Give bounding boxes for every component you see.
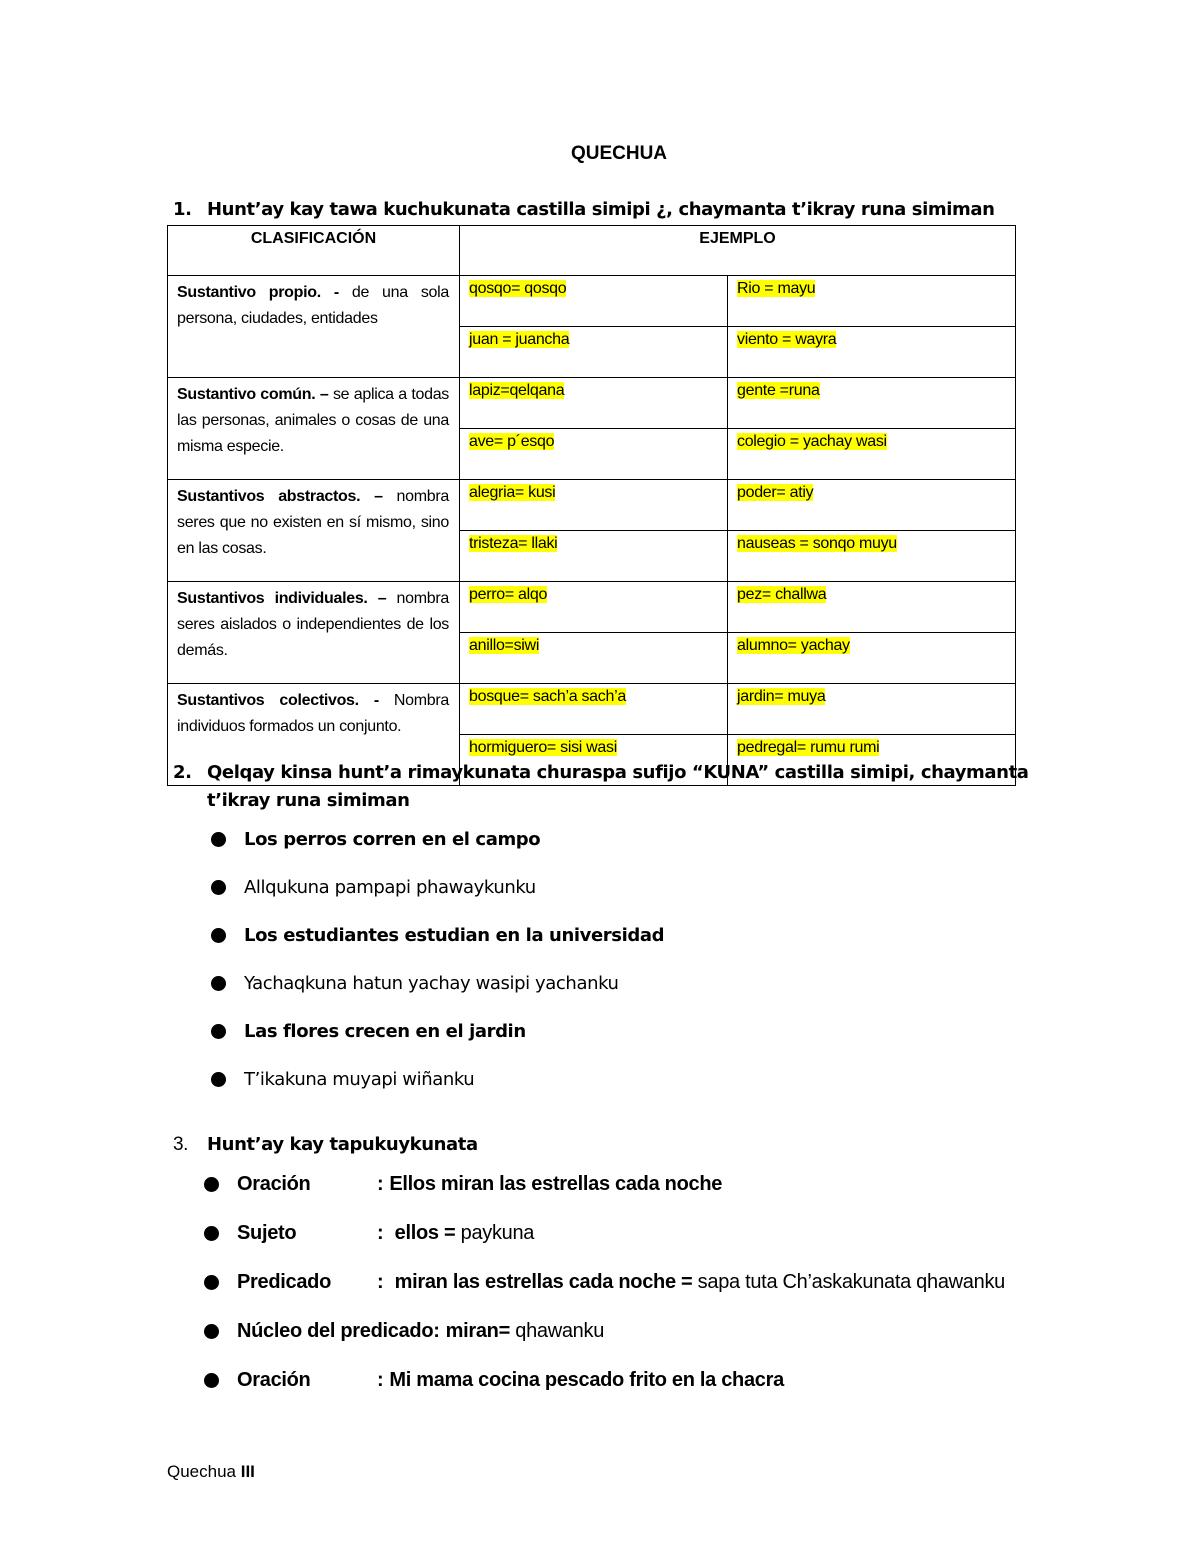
field-separator: :	[377, 1173, 384, 1195]
list-item-text: Los perros corren en el campo	[244, 829, 541, 850]
classification-term: Sustantivos individuales. –	[177, 590, 387, 607]
example-text: anillo=siwi	[469, 637, 540, 654]
question-text: Hunt’ay kay tawa kuchukunata castilla simipi ¿, chaymanta t’ikray runa simiman	[207, 199, 995, 220]
classification-term: Sustantivos colectivos. -	[177, 692, 379, 709]
example-cell	[728, 276, 1016, 327]
example-text: juan = juancha	[469, 331, 570, 348]
field-label: Predicado	[237, 1271, 331, 1293]
field-separator: :	[377, 1271, 384, 1293]
list-item	[211, 1021, 526, 1042]
list-item	[204, 1369, 784, 1392]
classification-cell	[168, 480, 460, 582]
bullet-icon	[204, 1177, 219, 1192]
classification-cell	[168, 582, 460, 684]
example-text: Rio = mayu	[737, 280, 816, 297]
example-text: gente =runa	[737, 382, 820, 399]
example-cell	[460, 582, 728, 633]
field-label: Sujeto	[237, 1222, 297, 1244]
field-value-bold: miran=	[445, 1320, 510, 1342]
example-cell	[728, 327, 1016, 378]
field-value-bold: miran las estrellas cada noche =	[389, 1271, 693, 1293]
list-item-text: Los estudiantes estudian en la universidad	[244, 925, 665, 946]
example-text: jardin= muya	[737, 688, 826, 705]
example-text: alumno= yachay	[737, 637, 850, 654]
example-cell	[460, 378, 728, 429]
field-value-bold: ellos =	[389, 1222, 456, 1244]
list-item-text: T’ikakuna muyapi wiñanku	[244, 1069, 475, 1090]
example-text: poder= atiy	[737, 484, 814, 501]
example-cell	[460, 276, 728, 327]
example-text: nauseas = sonqo muyu	[737, 535, 897, 552]
example-cell	[460, 327, 728, 378]
table-row	[168, 480, 1016, 531]
page-footer	[167, 1462, 255, 1482]
example-cell	[460, 633, 728, 684]
field-label: Núcleo del predicado:	[237, 1320, 440, 1342]
list-item-text: Yachaqkuna hatun yachay wasipi yachanku	[244, 973, 619, 994]
example-text: perro= alqo	[469, 586, 548, 603]
header-example: EJEMPLO	[460, 226, 1016, 276]
bullet-icon	[204, 1275, 219, 1290]
classification-definition: se aplica a todas las personas, animales o cosas de una misma especie.	[177, 386, 449, 455]
bullet-icon	[204, 1324, 219, 1339]
list-item	[204, 1222, 534, 1245]
field-label: Oración	[237, 1173, 311, 1195]
question-3	[173, 1134, 478, 1156]
field-value: paykuna	[455, 1222, 535, 1244]
field-label: Oración	[237, 1369, 311, 1391]
classification-definition: nombra seres que no existen en sí mismo, sino en las cosas.	[177, 488, 449, 557]
example-cell	[460, 480, 728, 531]
footer-bold: III	[240, 1462, 255, 1481]
classification-table	[167, 225, 1016, 786]
classification-definition: de una sola persona, ciudades, entidades	[177, 284, 449, 327]
table-row	[168, 684, 1016, 735]
header-classification: CLASIFICACIÓN	[168, 226, 460, 276]
example-cell	[728, 531, 1016, 582]
classification-term: Sustantivo propio. -	[177, 284, 339, 301]
page-title: QUECHUA	[570, 143, 668, 164]
classification-definition: Nombra individuos formados un conjunto.	[177, 692, 449, 735]
example-cell	[460, 429, 728, 480]
classification-term: Sustantivo común. –	[177, 386, 329, 403]
example-cell	[460, 531, 728, 582]
field-value: sapa tuta Ch’askakunata qhawanku	[692, 1271, 1005, 1293]
list-item	[211, 877, 536, 898]
bullet-icon	[204, 1373, 219, 1388]
question-number: 1.	[173, 199, 192, 220]
field-separator: :	[377, 1369, 384, 1391]
example-text: ave= p´esqo	[469, 433, 555, 450]
question-number: 3.	[173, 1134, 189, 1155]
field-value-bold: Ellos miran las estrellas cada noche	[389, 1173, 723, 1195]
bullet-icon	[211, 1024, 226, 1039]
list-item	[204, 1271, 1005, 1294]
classification-term: Sustantivos abstractos. –	[177, 488, 383, 505]
bullet-icon	[211, 880, 226, 895]
table-header-row	[168, 226, 1016, 276]
question-1	[173, 199, 995, 220]
bullet-icon	[211, 976, 226, 991]
list-item	[204, 1173, 722, 1196]
bullet-icon	[211, 832, 226, 847]
example-cell	[728, 684, 1016, 735]
classification-cell	[168, 276, 460, 378]
question-text: Hunt’ay kay tapukuykunata	[207, 1134, 478, 1155]
question-text: Qelqay kinsa hunt’a rimaykunata churaspa sufijo “KUNA” castilla simipi, chaymanta	[207, 762, 1029, 783]
list-item	[211, 829, 540, 850]
example-cell	[728, 480, 1016, 531]
footer-text: Quechua	[167, 1462, 241, 1481]
example-cell	[728, 429, 1016, 480]
example-text: tristeza= llaki	[469, 535, 558, 552]
list-item-text: Las flores crecen en el jardin	[244, 1021, 526, 1042]
example-cell	[728, 633, 1016, 684]
table-row	[168, 582, 1016, 633]
list-item	[211, 973, 619, 994]
example-cell	[460, 684, 728, 735]
list-item	[204, 1320, 604, 1343]
example-text: pedregal= rumu rumi	[737, 739, 880, 756]
example-text: hormiguero= sisi wasi	[469, 739, 617, 756]
question-number: 2.	[173, 762, 192, 783]
classification-definition: nombra seres aislados o independientes de los demás.	[177, 590, 449, 659]
table-row	[168, 276, 1016, 327]
list-item	[211, 925, 664, 946]
classification-cell	[168, 378, 460, 480]
example-cell	[728, 582, 1016, 633]
bullet-icon	[211, 928, 226, 943]
example-cell	[728, 378, 1016, 429]
bullet-icon	[204, 1226, 219, 1241]
example-text: alegria= kusi	[469, 484, 556, 501]
bullet-icon	[211, 1072, 226, 1087]
list-item-text: Allqukuna pampapi phawaykunku	[244, 877, 536, 898]
example-text: lapiz=qelqana	[469, 382, 565, 399]
question-2	[173, 759, 1053, 815]
table-row	[168, 378, 1016, 429]
example-text: bosque= sach’a sach’a	[469, 688, 626, 705]
example-text: colegio = yachay wasi	[737, 433, 887, 450]
example-text: pez= challwa	[737, 586, 827, 603]
list-item	[211, 1069, 474, 1090]
question-text-cont: t’ikray runa simiman	[207, 790, 410, 811]
field-value: qhawanku	[509, 1320, 605, 1342]
example-text: qosqo= qosqo	[469, 280, 567, 297]
field-separator: :	[377, 1222, 384, 1244]
field-value-bold: Mi mama cocina pescado frito en la chacra	[389, 1369, 784, 1391]
example-text: viento = wayra	[737, 331, 837, 348]
